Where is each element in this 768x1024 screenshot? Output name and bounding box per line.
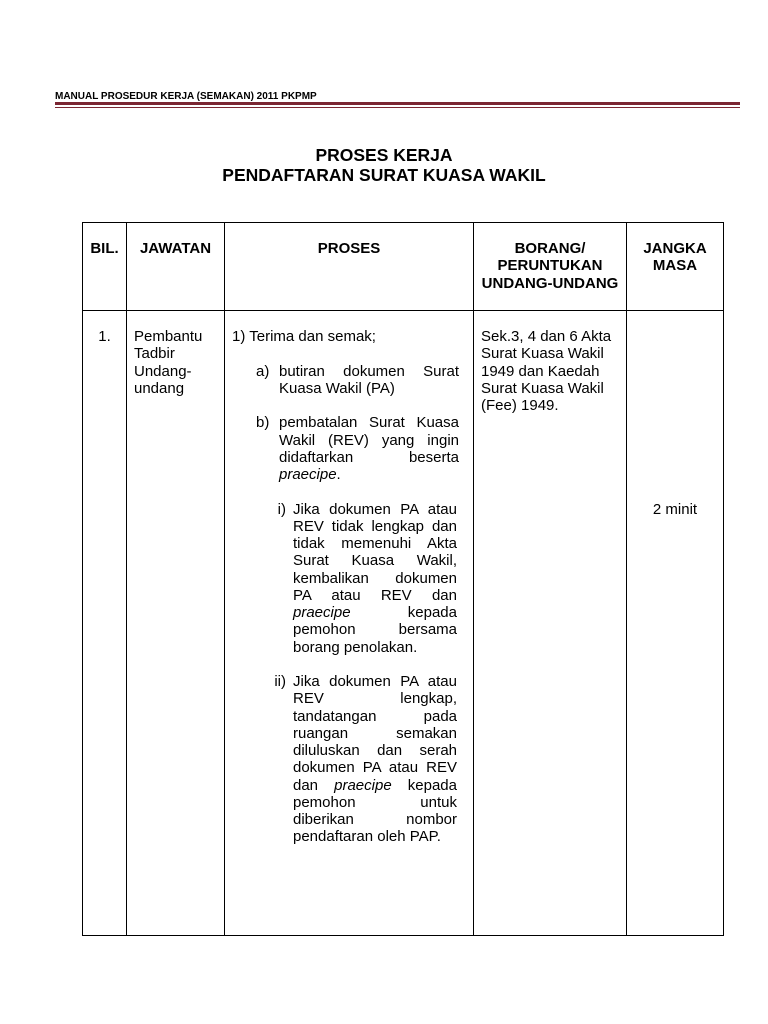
header-borang: BORANG/ PERUNTUKAN UNDANG-UNDANG xyxy=(474,223,627,311)
sub-item-text: butiran dokumen Surat Kuasa Wakil (PA) xyxy=(279,362,459,397)
text-segment: pembatalan Surat Kuasa Wakil (REV) yang ingin didaftarkan beserta xyxy=(279,414,459,466)
page-title xyxy=(0,145,768,185)
process-step xyxy=(232,328,466,345)
header-jawatan: JAWATAN xyxy=(127,223,225,311)
step-number: 1) xyxy=(232,328,246,345)
condition-label: ii) xyxy=(274,673,286,690)
sub-item-a xyxy=(232,363,466,398)
sub-item-label: a) xyxy=(256,362,270,380)
header-jangka-masa: JANGKA MASA xyxy=(627,223,724,311)
manual-header: MANUAL PROSEDUR KERJA (SEMAKAN) 2011 PKPMP xyxy=(55,91,317,102)
cell-proses xyxy=(225,311,474,936)
cell-jangka-masa: 2 minit xyxy=(627,311,724,936)
text-segment: Jika dokumen PA atau REV lengkap, tandatangan pada ruangan semakan diluluskan dan serah dokumen PA atau REV dan xyxy=(293,673,457,794)
title-line-2: PENDAFTARAN SURAT KUASA WAKIL xyxy=(222,165,546,185)
step-text: Terima dan semak; xyxy=(249,328,376,345)
process-table xyxy=(82,222,724,936)
header-rule-thin xyxy=(55,107,740,108)
text-segment: kepada pemohon bersama borang penolakan. xyxy=(293,604,457,656)
condition-ii xyxy=(232,673,466,846)
text-segment: kepada pemohon untuk diberikan nombor pendaftaran oleh PAP. xyxy=(293,776,457,846)
italic-term: praecipe xyxy=(334,776,392,794)
text-segment: Jika dokumen PA atau REV tidak lengkap dan tidak memenuhi Akta Surat Kuasa Wakil, kembalikan dokumen PA atau REV dan xyxy=(293,500,457,604)
header-bil: BIL. xyxy=(83,223,127,311)
condition-text xyxy=(293,501,457,656)
sub-item-text xyxy=(279,414,459,483)
cell-borang: Sek.3, 4 dan 6 Akta Surat Kuasa Wakil 1949 dan Kaedah Surat Kuasa Wakil (Fee) 1949. xyxy=(474,311,627,936)
italic-term: praecipe xyxy=(279,466,337,483)
condition-text xyxy=(293,673,457,846)
condition-i xyxy=(232,501,466,656)
italic-term: praecipe xyxy=(293,604,351,621)
text-segment: . xyxy=(336,466,341,483)
cell-jawatan: Pembantu Tadbir Undang-undang xyxy=(127,311,225,936)
cell-bil: 1. xyxy=(83,311,127,936)
table-row xyxy=(83,311,724,936)
header-proses: PROSES xyxy=(225,223,474,311)
title-line-1: PROSES KERJA xyxy=(315,145,453,165)
header-rule-thick xyxy=(55,102,740,105)
sub-item-b xyxy=(232,414,466,483)
condition-label: i) xyxy=(277,500,286,518)
sub-item-label: b) xyxy=(256,414,270,432)
table-header-row xyxy=(83,223,724,311)
